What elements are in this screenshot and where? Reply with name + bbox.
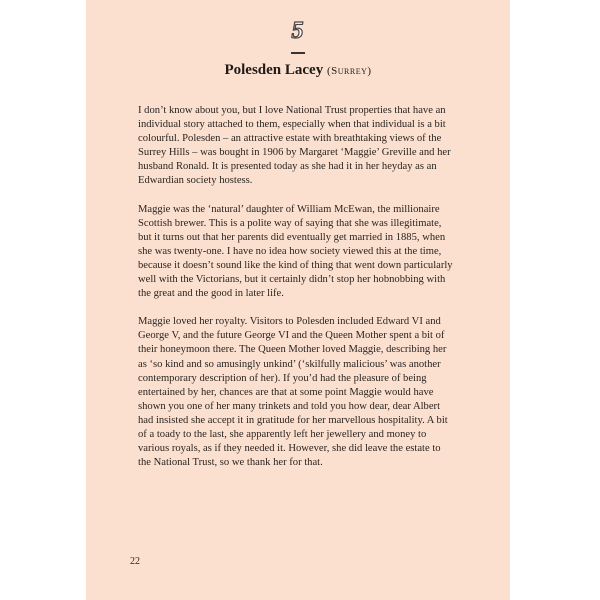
paragraph: Maggie loved her royalty. Visitors to Polesden included Edward VI and George V, and the future George VI and the Queen Mother spent a bit of their honeymoon there. The Queen Mother loved Maggie, describing her as ‘so kind and so amusingly unkind’ (‘skilfully malicious’ was another contemporary description of her). If you’d had the pleasure of being entertained by her, chances are that at some point Maggie would have shown you one of her many trinkets and told you how dear, dear Albert had insisted she accept it in gratitude for her marvellous hospitality. A bit of a toady to the last, she apparently left her jewellery and money to various royals, as if they needed it. However, she did leave the estate to the National Trust, so we thank her for that. (138, 316, 448, 469)
title-main: Polesden Lacey (224, 62, 324, 78)
title-county: (Surrey) (326, 65, 372, 77)
chapter-rule (291, 52, 305, 54)
paragraph: I don’t know about you, but I love National Trust properties that have an individual story attached to them, especially when that individual is a bit colourful. Polesden – an attractive estate with breathtaking views of the Surrey Hills – was bought in 1906 by Margaret ‘Maggie’ Greville and her husband Ronald. It is presented today as she had it in her heyday as an Edwardian society hostess. (138, 105, 451, 187)
body-text (138, 104, 454, 484)
book-page (86, 0, 510, 600)
chapter-number: 5 (291, 18, 305, 44)
page-number: 22 (130, 556, 140, 567)
paragraph: Maggie was the ‘natural’ daughter of William McEwan, the millionaire Scottish brewer. This is a polite way of saying that she was illegitimate, but it turns out that her parents did eventually get married in 1885, when she was twenty-one. I have no idea how society viewed this at the time, because it doesn’t sound like the kind of thing that went down particularly well with the Victorians, but it certainly didn’t stop her hobnobbing with the great and the good in later life. (138, 203, 453, 300)
chapter-title (86, 62, 510, 79)
